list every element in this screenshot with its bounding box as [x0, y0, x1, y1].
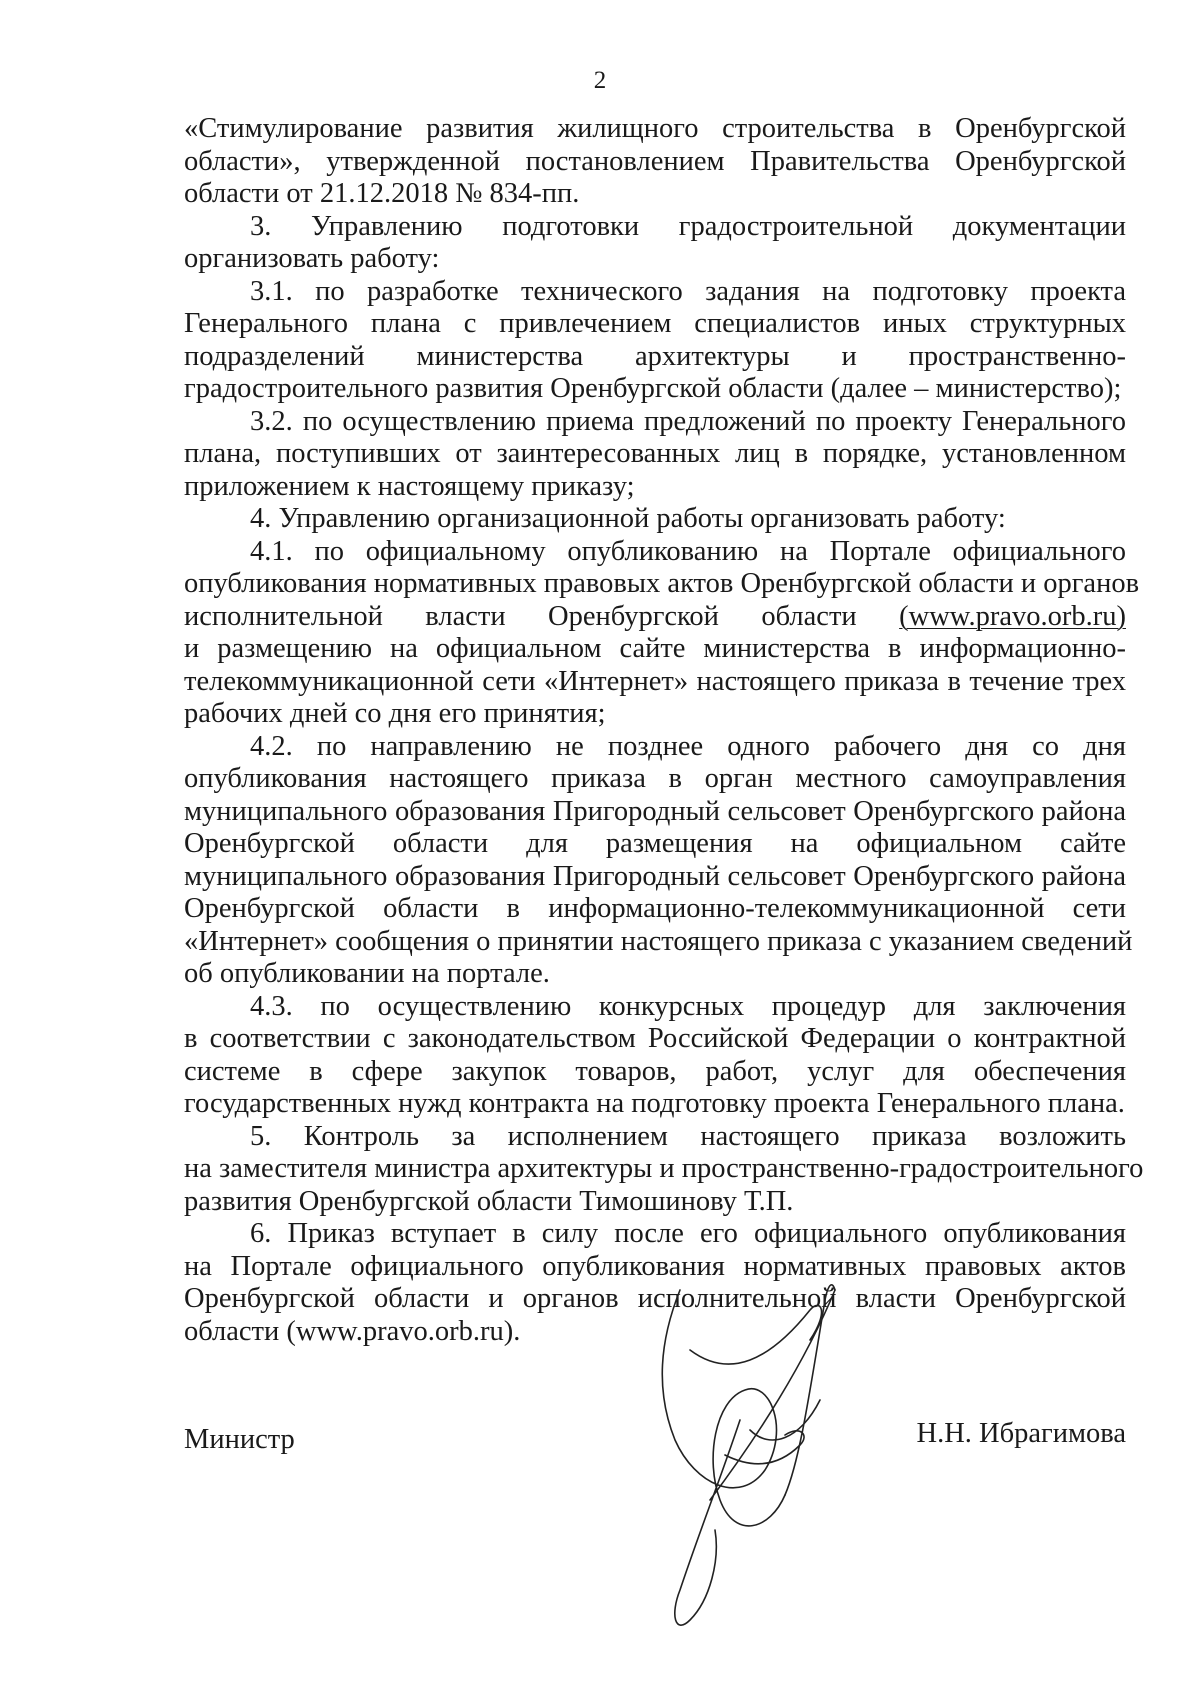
- text-line: 3.1. по разработке технического задания на подготовку проекта: [250, 275, 1126, 307]
- text-line: рабочих дней со дня его принятия;: [184, 698, 606, 729]
- text-line: на заместителя министра архитектуры и пространственно-градостроительного: [184, 1153, 1144, 1184]
- text-line: 3.2. по осуществлению приема предложений по проекту Генерального: [250, 405, 1126, 437]
- text-line: муниципального образования Пригородный сельсовет Оренбургского района: [184, 860, 1126, 892]
- text-line: 6. Приказ вступает в силу после его официального опубликования: [250, 1218, 1126, 1249]
- text-line: организовать работу:: [184, 243, 440, 274]
- text-line: Оренбургской области для размещения на официальном сайте: [184, 828, 1126, 859]
- text-line: опубликования настоящего приказа в орган местного самоуправления: [184, 763, 1126, 794]
- signatory-name: Н.Н. Ибрагимова: [916, 1418, 1126, 1449]
- text-line: «Интернет» сообщения о принятии настоящего приказа с указанием сведений: [184, 925, 1133, 957]
- text-line: градостроительного развития Оренбургской области (далее – министерство);: [184, 373, 1122, 404]
- text-line: системе в сфере закупок товаров, работ, услуг для обеспечения: [184, 1055, 1126, 1087]
- text-line: Генерального плана с привлечением специалистов иных структурных: [184, 308, 1126, 339]
- text-line: об опубликовании на портале.: [184, 958, 550, 989]
- text-line: подразделений министерства архитектуры и пространственно-: [184, 340, 1126, 372]
- text-line: 5. Контроль за исполнением настоящего приказа возложить: [250, 1120, 1126, 1152]
- text-line: в соответствии с законодательством Российской Федерации о контрактной: [184, 1023, 1126, 1054]
- text-line: плана, поступивших от заинтересованных лиц в порядке, установленном: [184, 438, 1126, 469]
- text-line: Оренбургской области и органов исполнительной власти Оренбургской: [184, 1283, 1126, 1314]
- text-line: «Стимулирование развития жилищного строительства в Оренбургской: [184, 113, 1126, 144]
- text-line: на Портале официального опубликования нормативных правовых актов: [184, 1250, 1126, 1282]
- text-line: области (www.pravo.orb.ru).: [184, 1315, 521, 1347]
- text-line: 4.1. по официальному опубликованию на Портале официального: [250, 535, 1126, 567]
- text-line: телекоммуникационной сети «Интернет» настоящего приказа в течение трех: [184, 665, 1126, 697]
- text-line-with-link: [184, 601, 1126, 634]
- text-line: Оренбургской области в информационно-телекоммуникационной сети: [184, 893, 1126, 924]
- text-line: 4.2. по направлению не позднее одного рабочего дня со дня: [250, 730, 1126, 762]
- text-line: 4.3. по осуществлению конкурсных процедур для заключения: [250, 990, 1126, 1022]
- text-line: 3. Управлению подготовки градостроительной документации: [250, 210, 1126, 242]
- text-line: приложением к настоящему приказу;: [184, 470, 635, 502]
- text-line: развития Оренбургской области Тимошинову Т.П.: [184, 1185, 794, 1217]
- page-number: 2: [593, 67, 607, 94]
- text-line: и размещению на официальном сайте министерства в информационно-: [184, 633, 1126, 664]
- text-line: государственных нужд контракта на подготовку проекта Генерального плана.: [184, 1088, 1125, 1119]
- handwritten-signature: [650, 1270, 910, 1650]
- text-line-segment: исполнительной власти Оренбургской области: [184, 600, 857, 632]
- text-line: опубликования нормативных правовых актов Оренбургской области и органов: [184, 568, 1140, 599]
- document-body: [184, 113, 1144, 1348]
- text-line: 4. Управлению организационной работы организовать работу:: [250, 503, 1006, 534]
- text-line: области от 21.12.2018 № 834-пп.: [184, 178, 580, 209]
- pravo-link[interactable]: (www.pravo.orb.ru): [899, 600, 1126, 632]
- text-line: области», утвержденной постановлением Правительства Оренбургской: [184, 145, 1126, 177]
- signatory-position: Министр: [184, 1424, 295, 1455]
- text-line: муниципального образования Пригородный сельсовет Оренбургского района: [184, 795, 1126, 827]
